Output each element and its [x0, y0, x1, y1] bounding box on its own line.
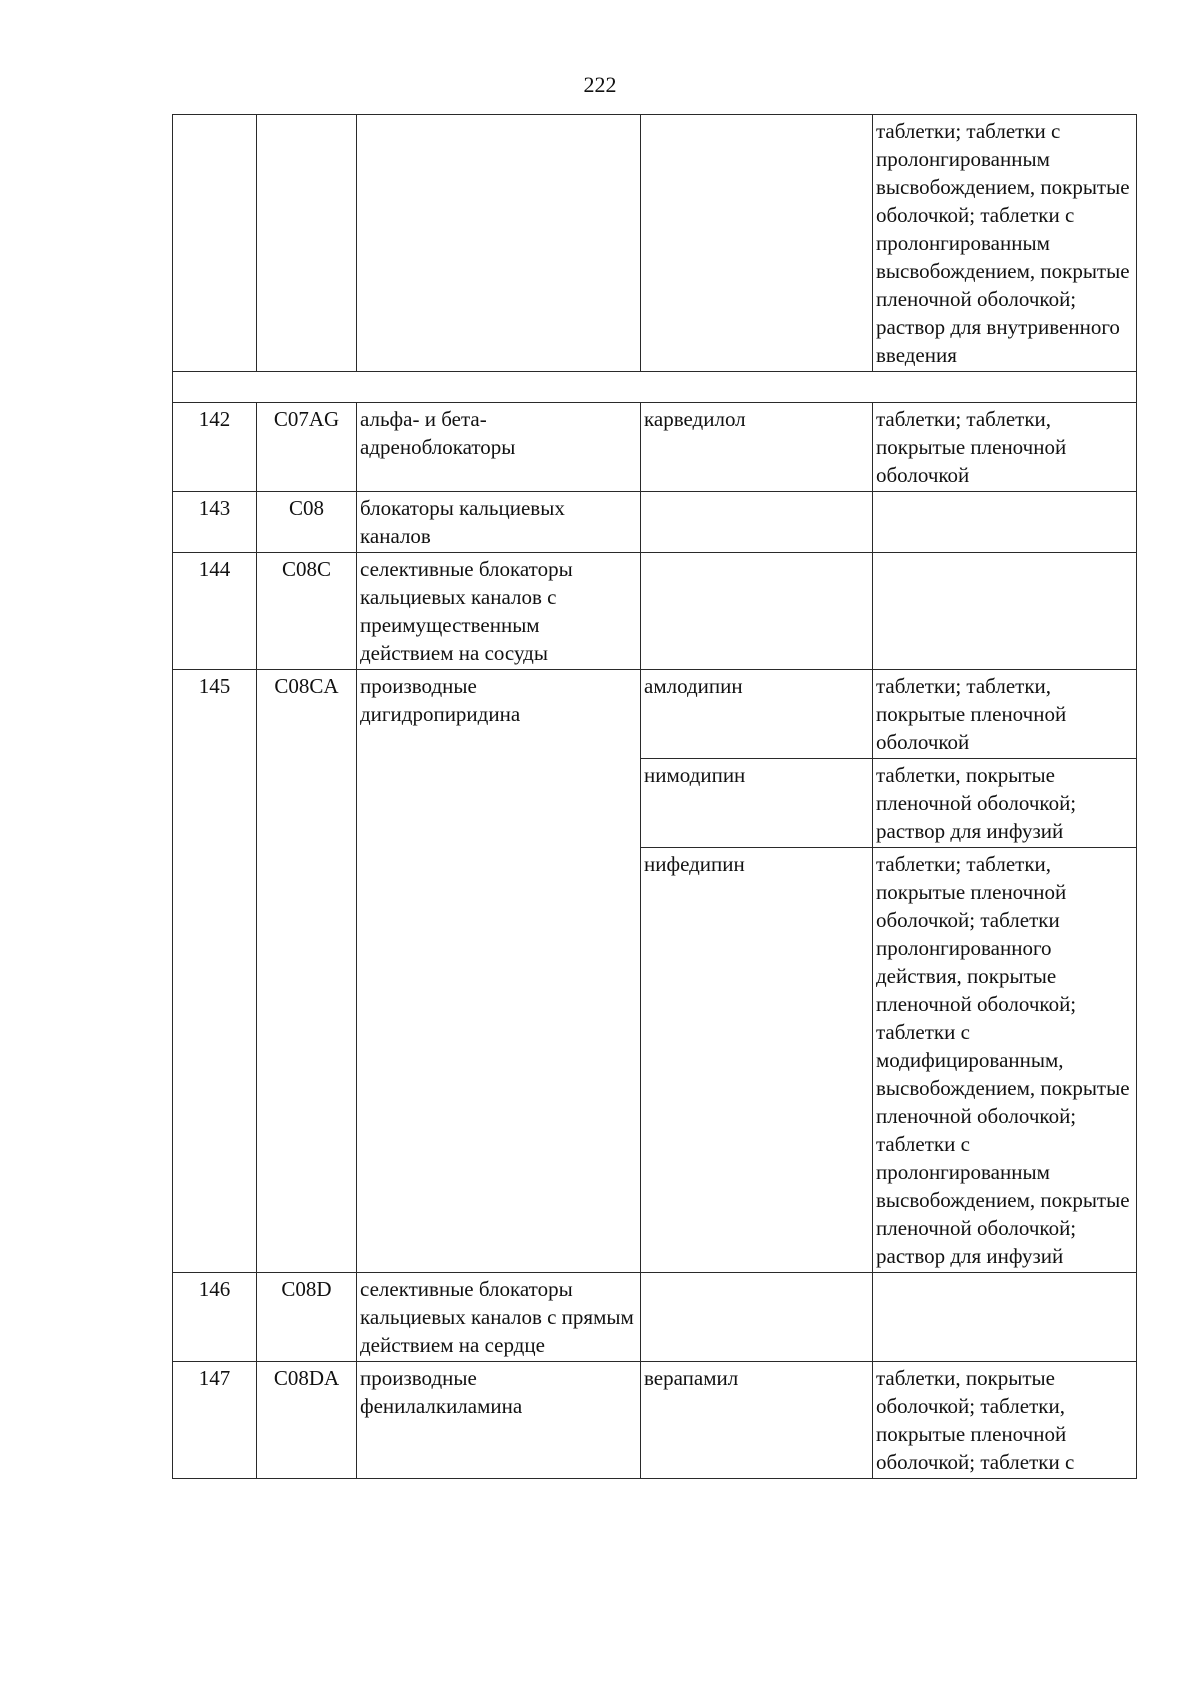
table-row [173, 1273, 1137, 1362]
drug-cell [641, 492, 873, 553]
row-number-cell: 143 [173, 492, 257, 553]
table-row [173, 670, 1137, 759]
row-number-cell: 145 [173, 670, 257, 1273]
dosage-form-cell: таблетки; таблетки, покрытые пленочной оболочкой [873, 670, 1137, 759]
drug-cell [641, 115, 873, 372]
group-cell [357, 115, 641, 372]
row-number-cell: 142 [173, 403, 257, 492]
atc-code-cell: C07AG [257, 403, 357, 492]
table-row [173, 1362, 1137, 1479]
group-cell: селективные блокаторы кальциевых каналов с прямым действием на сердце [357, 1273, 641, 1362]
table-row [173, 403, 1137, 492]
atc-code-cell: C08CA [257, 670, 357, 1273]
dosage-form-cell: таблетки; таблетки, покрытые пленочной оболочкой; таблетки пролонгированного действия, покрытые пленочной оболочкой; таблетки с модифицированным, высвобождением, покрытые пленочной оболочкой; таблетки с пролонгированным высвобождением, покрытые пленочной оболочкой; раствор для инфузий [873, 848, 1137, 1273]
dosage-form-cell: таблетки, покрытые пленочной оболочкой; раствор для инфузий [873, 759, 1137, 848]
table-row [173, 553, 1137, 670]
drug-cell: нифедипин [641, 848, 873, 1273]
drug-cell: амлодипин [641, 670, 873, 759]
row-number-cell: 146 [173, 1273, 257, 1362]
drug-cell [641, 1273, 873, 1362]
group-cell: альфа- и бета-адреноблокаторы [357, 403, 641, 492]
row-number-cell: 147 [173, 1362, 257, 1479]
drug-cell: карведилол [641, 403, 873, 492]
dosage-form-cell: таблетки, покрытые оболочкой; таблетки, покрытые пленочной оболочкой; таблетки с [873, 1362, 1137, 1479]
group-cell: производные фенилалкиламина [357, 1362, 641, 1479]
row-number-cell: 144 [173, 553, 257, 670]
drug-cell [641, 553, 873, 670]
atc-code-cell: C08D [257, 1273, 357, 1362]
atc-code-cell: C08DA [257, 1362, 357, 1479]
table-row [173, 115, 1137, 372]
atc-code-cell [257, 115, 357, 372]
dosage-form-cell: таблетки; таблетки, покрытые пленочной оболочкой [873, 403, 1137, 492]
table-row [173, 492, 1137, 553]
dosage-form-cell: таблетки; таблетки с пролонгированным высвобождением, покрытые оболочкой; таблетки с пролонгированным высвобождением, покрытые пленочной оболочкой; раствор для внутривенного введения [873, 115, 1137, 372]
group-cell: производные дигидропиридина [357, 670, 641, 1273]
atc-code-cell: C08C [257, 553, 357, 670]
atc-code-cell: C08 [257, 492, 357, 553]
dosage-form-cell [873, 492, 1137, 553]
group-cell: селективные блокаторы кальциевых каналов с преимущественным действием на сосуды [357, 553, 641, 670]
drug-cell: нимодипин [641, 759, 873, 848]
dosage-form-cell [873, 1273, 1137, 1362]
spacer-row [173, 372, 1137, 403]
row-number-cell [173, 115, 257, 372]
group-cell: блокаторы кальциевых каналов [357, 492, 641, 553]
spacer-cell [173, 372, 1137, 403]
drug-cell: верапамил [641, 1362, 873, 1479]
page-number: 222 [583, 72, 617, 97]
drug-table [172, 114, 1137, 1479]
dosage-form-cell [873, 553, 1137, 670]
